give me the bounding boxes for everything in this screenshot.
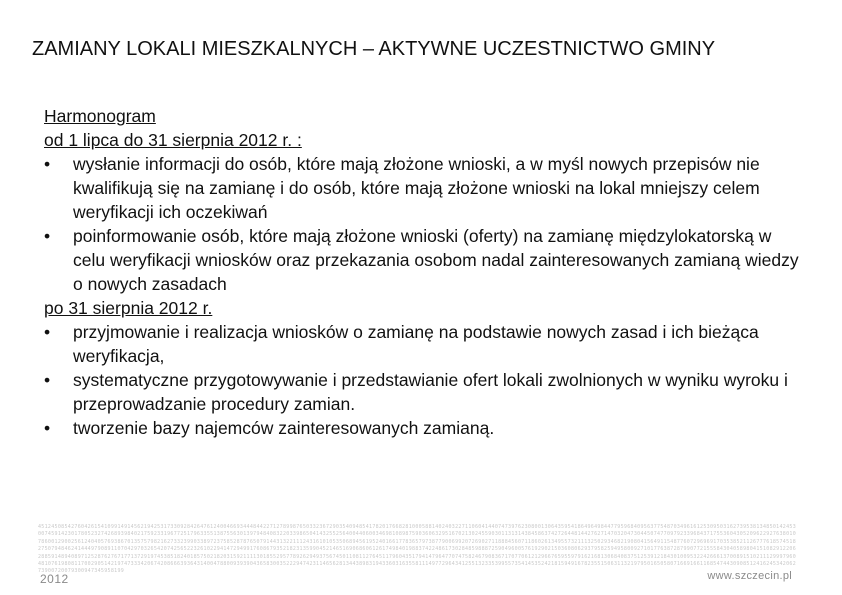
list-item <box>44 224 804 296</box>
period2-list <box>44 320 804 440</box>
list-item-text: przyjmowanie i realizacja wniosków o zamianę na podstawie nowych zasad i ich bieżąca weryfikacja, <box>73 322 759 366</box>
slide-title: ZAMIANY LOKALI MIESZKALNYCH – AKTYWNE UCZESTNICTWO GMINY <box>32 38 716 60</box>
period1-heading: od 1 lipca do 31 sierpnia 2012 r. : <box>44 130 302 150</box>
list-item <box>44 320 804 368</box>
content-body <box>44 104 804 440</box>
list-item <box>44 152 804 224</box>
decorative-digits-band: 45124508542760426154109914914562194253173309284264761240046693444844227127899876503323672903540948541782017668281000588140240322711060414407473976230800130643595418649649844779596840956377548703496161253095031627395381348501424530074591423017805232742689398402175923319677251796335513875563013979484083220339865041432552564004406003469810898759036063295167021302455903011313143845863742726448144276271470320473044507477097923396843717553604305209622927638010786001290025612404057693867013575798216273323990338972375852878765079144313221112431610105350689456195240166177836579738779006992072690271188845607118602613495573211132502934682190804156491154877607296969170353852112677761857451827507948462414449790891107042970326542074256522326102294147294991760867935218231359904521465169068606126174984019883742248617302848598887259049600576192902150360806293795825949580092710177638728799077215558430405898041510829122062885914894089712528762767177137291974538518240185750218203159211113018552957789262949375674501108112764511796043517941479647707475824679083671707706121296676595597916216813068408375125391218430100953224266613700891510211129997960481076198081170029051421974733342067420866639364314004788009393904365830035222947423114656281344389831943360316355811149772964341255132335399557354145352421815949167823551506311321979501650580716691661168547443090851241624534206273900720079300947345958199 <box>38 524 797 575</box>
bullet-icon: • <box>44 322 51 342</box>
bullet-icon: • <box>44 418 51 438</box>
section-label: Harmonogram <box>44 106 156 126</box>
list-item <box>44 416 804 440</box>
bullet-icon: • <box>44 154 51 174</box>
list-item-text: wysłanie informacji do osób, które mają złożone wnioski, a w myśl nowych przepisów nie kwalifikują się na zamianę i do osób, które mają złożone wnioski na lokal mniejszy celem weryfikacji ich oczekiwań <box>73 154 760 222</box>
bullet-icon: • <box>44 226 51 246</box>
period1-list <box>44 152 804 296</box>
bullet-icon: • <box>44 370 51 390</box>
list-item-text: systematyczne przygotowywanie i przedstawianie ofert lokali zwolnionych w wyniku wyroku i przeprowadzanie procedury zamian. <box>73 370 788 414</box>
period2-heading: po 31 sierpnia 2012 r. <box>44 298 213 318</box>
footer-url: www.szczecin.pl <box>707 570 792 582</box>
list-item-text: poinformowanie osób, które mają złożone wnioski (oferty) na zamianę międzylokatorską w celu weryfikacji wniosków oraz przekazania osobom nadal zainteresowanych zamianą wiedzy o nowych zasadach <box>73 226 799 294</box>
footer-year: 2012 <box>40 572 69 586</box>
list-item-text: tworzenie bazy najemców zainteresowanych zamianą. <box>73 418 495 438</box>
list-item <box>44 368 804 416</box>
